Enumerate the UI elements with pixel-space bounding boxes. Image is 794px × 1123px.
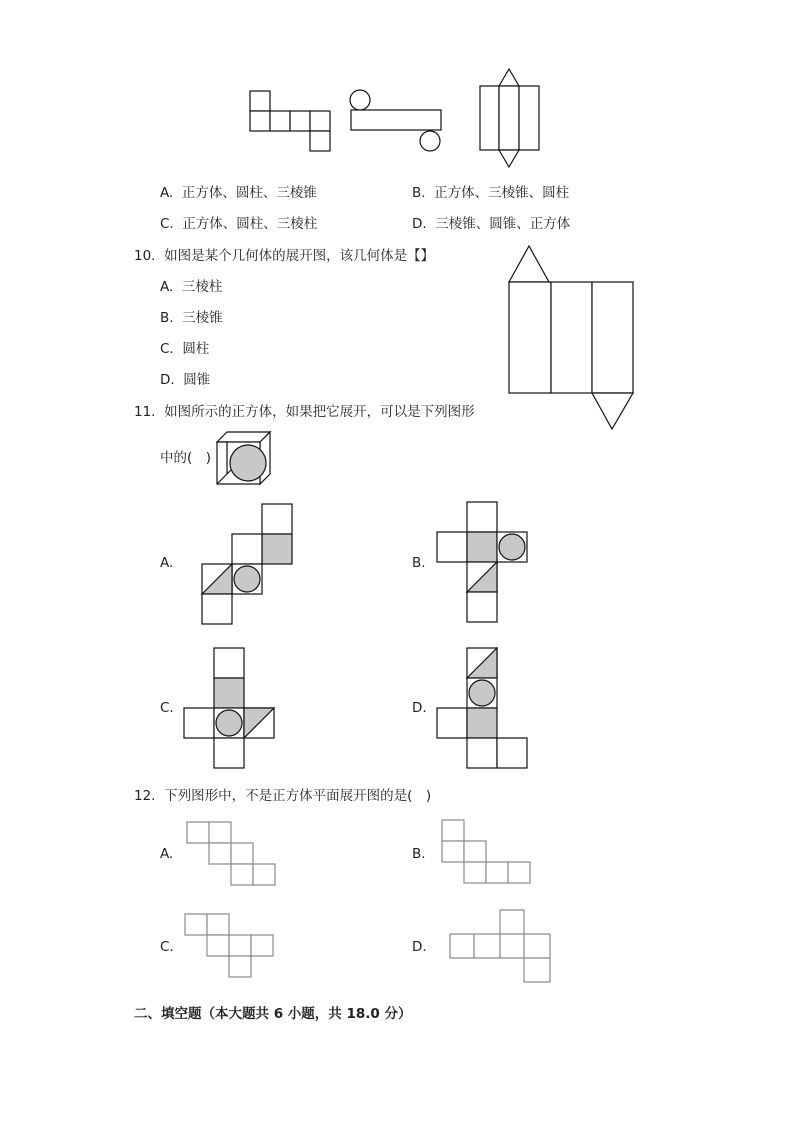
option-letter: C. bbox=[160, 341, 174, 357]
section-heading: 二、填空题（本大题共 6 小题，共 18.0 分） bbox=[134, 1006, 412, 1022]
q11-option-c[interactable] bbox=[160, 699, 174, 717]
option-letter: A. bbox=[160, 555, 174, 571]
option-letter: A. bbox=[160, 279, 174, 295]
q9-option-d[interactable] bbox=[412, 215, 570, 233]
q12-option-c-net[interactable] bbox=[183, 912, 279, 978]
q10-option-d[interactable] bbox=[160, 371, 210, 389]
option-letter: B. bbox=[412, 185, 426, 201]
question-text: 如图所示的正方体，如果把它展开，可以是下列图形 bbox=[164, 404, 475, 420]
q11-figure-cube bbox=[215, 430, 273, 486]
option-text: 圆柱 bbox=[182, 341, 210, 357]
option-text: 圆锥 bbox=[183, 372, 211, 388]
q11-option-a[interactable] bbox=[160, 554, 173, 572]
option-letter: B. bbox=[160, 310, 174, 326]
option-letter: C. bbox=[160, 216, 174, 232]
q9-figure-cylinder-net bbox=[348, 88, 444, 154]
q9-option-a[interactable] bbox=[160, 184, 317, 202]
question-text: 如图是某个几何体的展开图，该几何体是【】 bbox=[164, 248, 435, 264]
q12-option-d-net[interactable] bbox=[448, 908, 556, 984]
option-text: 三棱柱 bbox=[181, 279, 223, 295]
q11-option-a-net[interactable] bbox=[200, 502, 296, 624]
question-number: 12. bbox=[134, 788, 156, 804]
q10-option-a[interactable] bbox=[160, 278, 222, 296]
q10-figure-prism-net bbox=[506, 242, 636, 434]
option-letter: D. bbox=[412, 700, 427, 716]
q12-option-b-net[interactable] bbox=[440, 818, 532, 886]
q11-option-c-net[interactable] bbox=[182, 646, 278, 772]
option-text: 正方体、三棱锥、圆柱 bbox=[434, 185, 570, 201]
q11-stem-line1 bbox=[134, 403, 475, 421]
option-text: 三棱锥、圆锥、正方体 bbox=[435, 216, 571, 232]
q10-option-c[interactable] bbox=[160, 340, 209, 358]
option-letter: B. bbox=[412, 555, 426, 571]
q9-option-b[interactable] bbox=[412, 184, 569, 202]
option-text: 三棱锥 bbox=[182, 310, 223, 326]
option-letter: A. bbox=[160, 846, 174, 862]
option-letter: B. bbox=[412, 846, 426, 862]
q11-option-d[interactable] bbox=[412, 699, 427, 717]
q9-option-c[interactable] bbox=[160, 215, 317, 233]
option-letter: D. bbox=[412, 216, 427, 232]
q12-option-a-net[interactable] bbox=[185, 820, 277, 886]
q11-option-d-net[interactable] bbox=[435, 646, 531, 772]
option-letter: C. bbox=[160, 700, 174, 716]
q12-option-c[interactable] bbox=[160, 938, 174, 956]
option-letter: D. bbox=[412, 939, 427, 955]
question-number: 11. bbox=[134, 404, 156, 420]
option-letter: A. bbox=[160, 185, 174, 201]
q10-stem bbox=[134, 247, 434, 265]
q12-option-a[interactable] bbox=[160, 845, 173, 863]
q11-option-b-net[interactable] bbox=[435, 500, 531, 626]
q12-option-d[interactable] bbox=[412, 938, 427, 956]
option-text: 正方体、圆柱、三棱锥 bbox=[181, 185, 317, 201]
question-number: 10. bbox=[134, 248, 156, 264]
q12-option-b[interactable] bbox=[412, 845, 426, 863]
q12-stem bbox=[134, 787, 431, 805]
q11-stem-line2: 中的( ) bbox=[160, 450, 212, 466]
q11-option-b[interactable] bbox=[412, 554, 426, 572]
q9-figure-prism-net bbox=[478, 66, 542, 170]
question-text: 下列图形中，不是正方体平面展开图的是( ) bbox=[164, 788, 432, 804]
option-letter: D. bbox=[160, 372, 175, 388]
option-text: 正方体、圆柱、三棱柱 bbox=[182, 216, 318, 232]
q9-figure-cube-net bbox=[248, 89, 332, 153]
q10-option-b[interactable] bbox=[160, 309, 223, 327]
option-letter: C. bbox=[160, 939, 174, 955]
